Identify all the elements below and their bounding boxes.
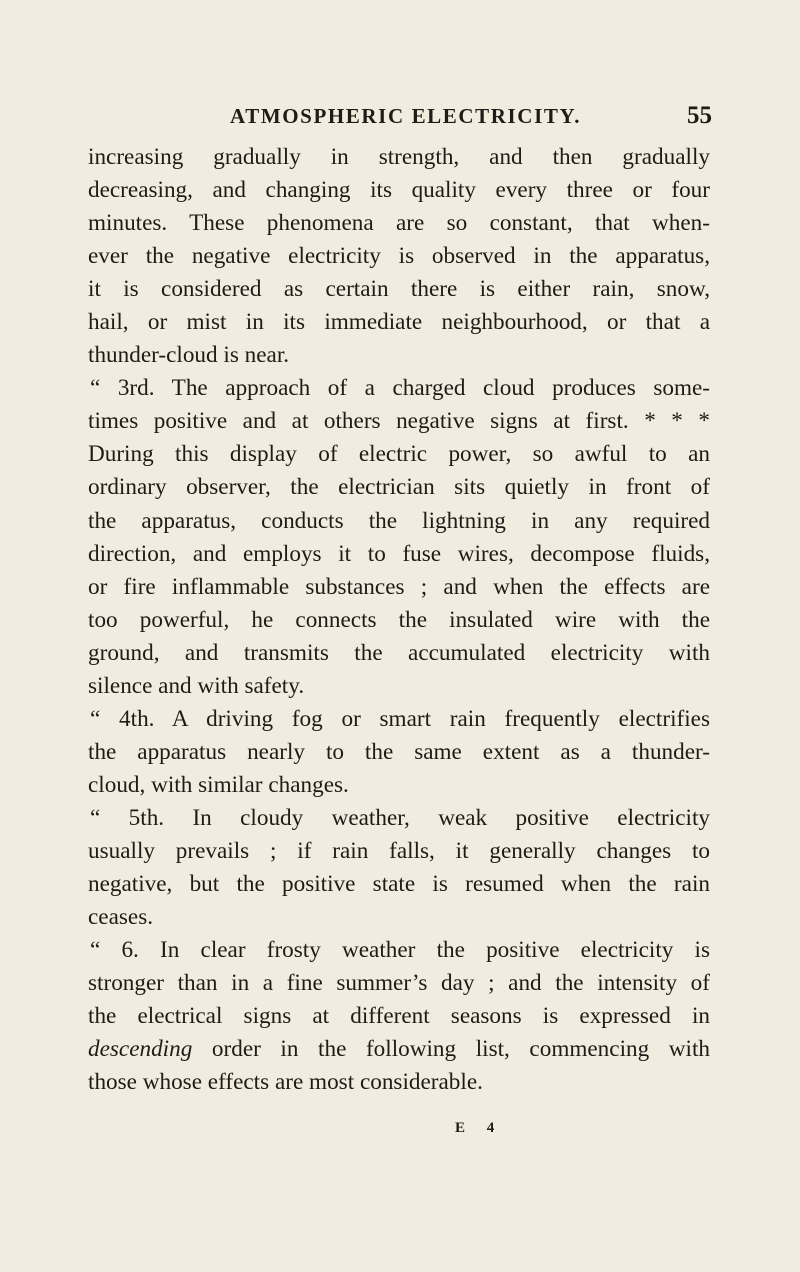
text-line: the apparatus, conducts the lightning in any required bbox=[88, 507, 710, 534]
text-line: direction, and employs it to fuse wires, decompose fluids, bbox=[88, 540, 710, 567]
text-line: usually prevails ; if rain falls, it generally changes to bbox=[88, 837, 710, 864]
text-line: ever the negative electricity is observed in the apparatus, bbox=[88, 243, 710, 270]
text-line: “ 5th. In cloudy weather, weak positive electricity bbox=[90, 804, 710, 831]
text-line: negative, but the positive state is resumed when the rain bbox=[88, 871, 710, 898]
running-title: ATMOSPHERIC ELECTRICITY. bbox=[230, 104, 582, 128]
text-line: those whose effects are most considerable. bbox=[88, 1069, 483, 1096]
italic-word: descending bbox=[88, 1036, 193, 1063]
page-number: 55 bbox=[687, 102, 712, 129]
body-text bbox=[88, 141, 710, 1099]
text-line: hail, or mist in its immediate neighbourhood, or that a bbox=[88, 309, 710, 336]
text-line: ordinary observer, the electrician sits quietly in front of bbox=[88, 474, 710, 501]
text-line: thunder-cloud is near. bbox=[88, 342, 290, 369]
text-line: cloud, with similar changes. bbox=[88, 771, 349, 798]
text-line: times positive and at others negative signs at first. * * * bbox=[88, 408, 710, 435]
text-line: the electrical signs at different seasons is expressed in bbox=[88, 1003, 710, 1030]
text-line: increasing gradually in strength, and then gradually bbox=[88, 144, 710, 170]
text-line: too powerful, he connects the insulated wire with the bbox=[88, 606, 710, 633]
text-line: decreasing, and changing its quality every three or four bbox=[88, 177, 710, 204]
text-line: “ 4th. A driving fog or smart rain frequently electrifies bbox=[90, 705, 710, 732]
text-line: minutes. These phenomena are so constant, that when- bbox=[88, 210, 710, 237]
signature-mark: E 4 bbox=[455, 1120, 504, 1136]
text-line: “ 3rd. The approach of a charged cloud produces some- bbox=[90, 375, 710, 402]
text-line: “ 6. In clear frosty weather the positive electricity is bbox=[90, 937, 710, 964]
text-line: it is considered as certain there is either rain, snow, bbox=[88, 276, 710, 303]
text-line: or fire inflammable substances ; and when the effects are bbox=[88, 573, 710, 600]
running-header bbox=[88, 104, 712, 138]
text-line: stronger than in a fine summer’s day ; and the intensity of bbox=[88, 970, 710, 997]
text-line: silence and with safety. bbox=[88, 672, 305, 699]
text-line: the apparatus nearly to the same extent as a thunder- bbox=[88, 738, 710, 765]
text-line-with-italic bbox=[88, 1033, 710, 1066]
text-line: ceases. bbox=[88, 904, 154, 931]
text-line: ground, and transmits the accumulated electricity with bbox=[88, 639, 710, 666]
text-line-rest: order in the following list, commencing with bbox=[211, 1036, 711, 1063]
text-line: During this display of electric power, so awful to an bbox=[88, 441, 710, 468]
